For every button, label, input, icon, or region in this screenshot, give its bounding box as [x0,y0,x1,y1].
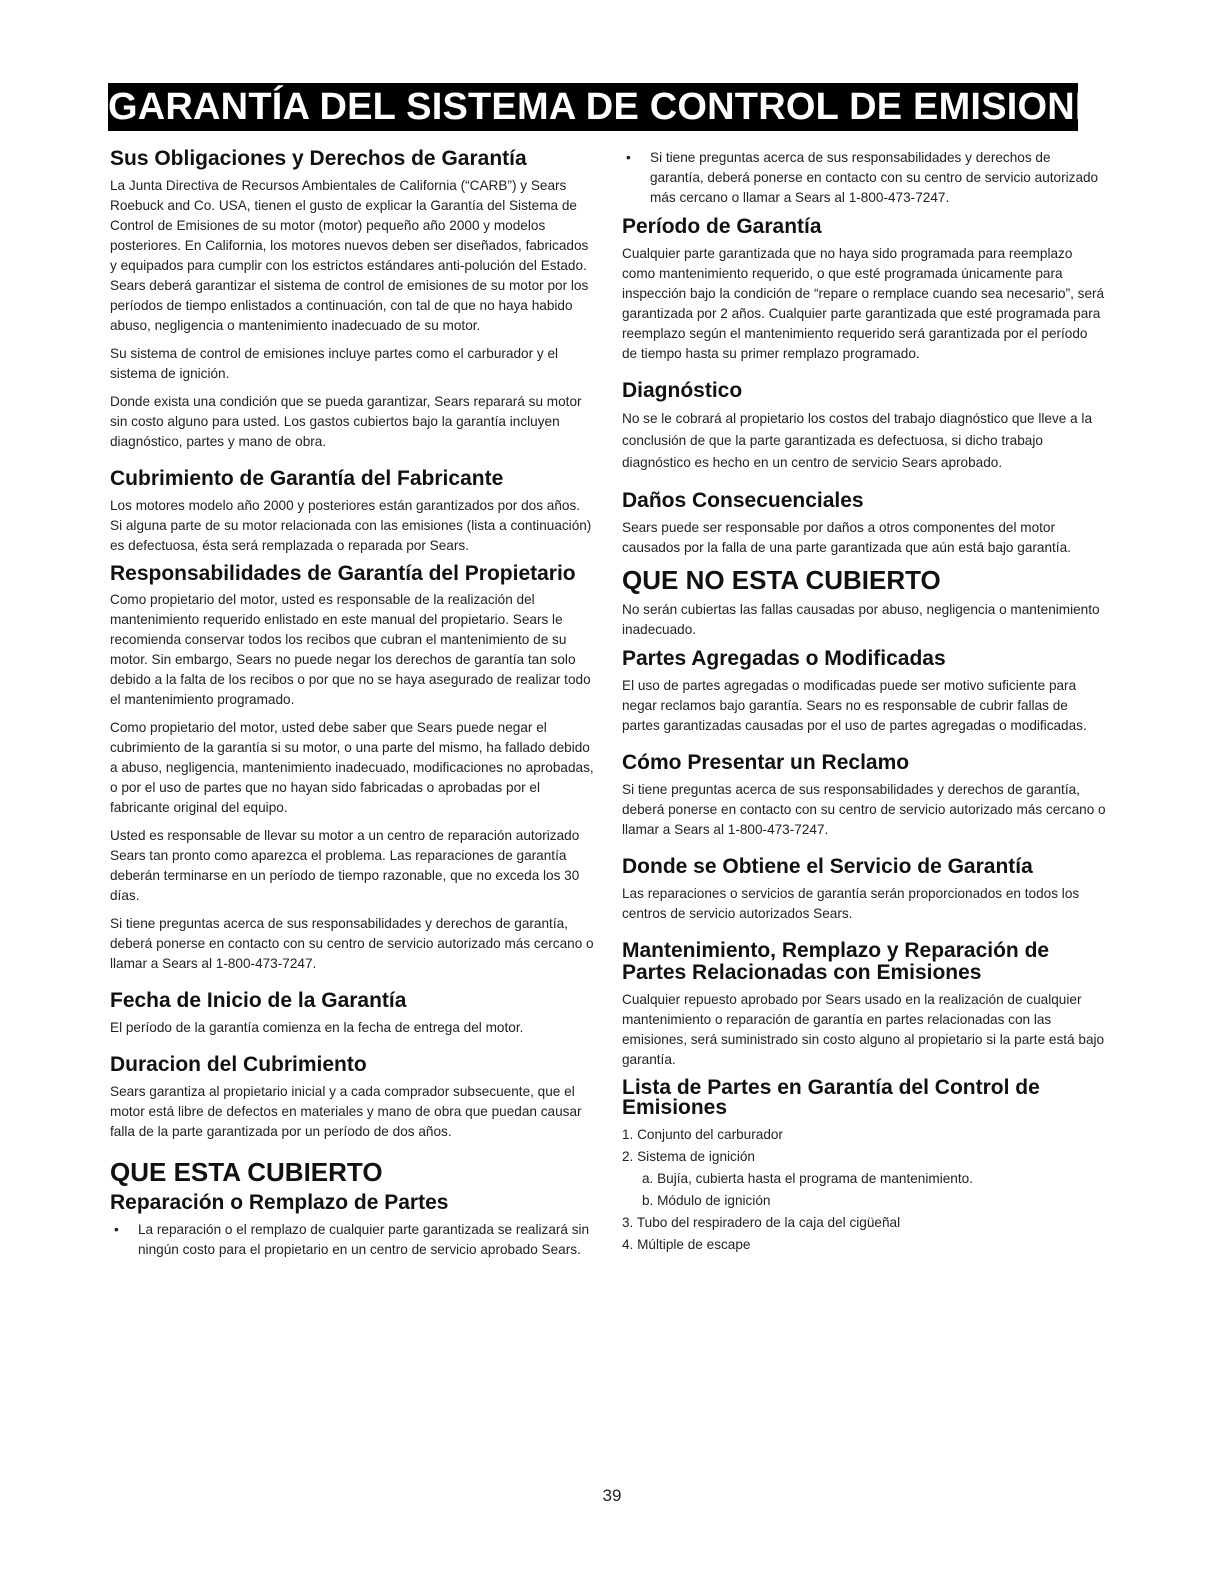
heading-diagnostico: Diagnóstico [622,379,743,402]
heading-periodo-garantia: Período de Garantía [622,215,822,238]
heading-que-esta-cubierto: QUE ESTA CUBIERTO [110,1157,383,1187]
bullet-item [622,148,1106,208]
list-item: 2. Sistema de ignición [622,1149,755,1164]
heading-danos-consecuenciales: Daños Consecuenciales [622,489,864,512]
paragraph: El período de la garantía comienza en la fecha de entrega del motor. [110,1020,524,1035]
paragraph: Como propietario del motor, usted es responsable de la realización del mantenimiento requerido enlistado en este manual del propietario. Sears le recomienda conservar todos los recibos que cubran el mantenimiento de su motor. Sin embargo, Sears no puede negar los derechos de garantía tan solo debido a la falta de los recibos o por que no se haya asegurado de realizar todo el mantenimiento programado. [110,592,591,707]
bullet-icon: • [626,150,631,165]
heading-fecha-inicio: Fecha de Inicio de la Garantía [110,989,407,1012]
heading-responsabilidades: Responsabilidades de Garantía del Propietario [110,562,576,585]
heading-partes-agregadas: Partes Agregadas o Modificadas [622,647,946,670]
right-column [622,148,1106,1256]
bullet-text: Si tiene preguntas acerca de sus responsabilidades y derechos de garantía, deberá ponerse en contacto con su centro de servicio autorizado más cercano o llamar a Sears al 1-800-473-7247. [650,150,1099,205]
page-title: GARANTÍA DEL SISTEMA DE CONTROL DE EMISIONES [108,83,1078,131]
bullet-item [110,1220,594,1260]
list-item: 1. Conjunto del carburador [622,1127,783,1142]
heading-que-no-esta-cubierto: QUE NO ESTA CUBIERTO [622,565,941,595]
paragraph: Los motores modelo año 2000 y posteriores están garantizados por dos años. Si alguna parte de su motor relacionada con las emisiones (lista a continuación) es defectuosa, ésta será remplazada o reparada por Sears. [110,498,592,553]
paragraph: Sears garantiza al propietario inicial y a cada comprador subsecuente, que el motor está libre de defectos en materiales y mano de obra que puedan causar falla de la parte garantizada por un período de dos años. [110,1084,582,1139]
list-item: a. Bujía, cubierta hasta el programa de mantenimiento. [642,1171,973,1186]
paragraph: No serán cubiertas las fallas causadas por abuso, negligencia o mantenimiento inadecuado. [622,602,1100,637]
paragraph: Donde exista una condición que se pueda garantizar, Sears reparará su motor sin costo alguno para usted. Los gastos cubiertos bajo la garantía incluyen diagnóstico, partes y mano de obra. [110,394,582,449]
paragraph: Usted es responsable de llevar su motor a un centro de reparación autorizado Sears tan pronto como aparezca el problema. Las reparaciones de garantía deberán terminarse en un período de tiempo razonable, que no exceda los 30 días. [110,828,580,903]
parts-list [622,1124,1106,1256]
heading-como-presentar: Cómo Presentar un Reclamo [622,751,910,774]
heading-obligaciones: Sus Obligaciones y Derechos de Garantía [110,147,527,170]
list-item: b. Módulo de ignición [642,1193,771,1208]
bullet-icon: • [114,1222,119,1237]
paragraph: Sears puede ser responsable por daños a otros componentes del motor causados por la falla de una parte garantizada que aún está bajo garantía. [622,520,1071,555]
paragraph: Si tiene preguntas acerca de sus responsabilidades y derechos de garantía, deberá ponerse en contacto con su centro de servicio autorizado más cercano o llamar a Sears al 1-800-473-7247. [622,782,1106,837]
heading-mantenimiento: Mantenimiento, Remplazo y Reparación de Partes Relacionadas con Emisiones [622,939,1050,984]
heading-donde-servicio: Donde se Obtiene el Servicio de Garantía [622,855,1033,878]
page-number: 39 [602,1486,622,1505]
paragraph: Su sistema de control de emisiones incluye partes como el carburador y el sistema de ignición. [110,346,559,381]
left-column [110,148,594,1268]
heading-reparacion-remplazo: Reparación o Remplazo de Partes [110,1191,449,1214]
paragraph: Como propietario del motor, usted debe saber que Sears puede negar el cubrimiento de la garantía si su motor, o una parte del mismo, ha fallado debido a abuso, negligencia, mantenimiento inadecuado, modificaciones no aprobadas, o por el uso de partes que no hayan sido fabricadas o aprobadas por el fabricante original del equipo. [110,720,594,815]
paragraph: Las reparaciones o servicios de garantía serán proporcionados en todos los centros de servicio autorizados Sears. [622,886,1080,921]
heading-lista-partes: Lista de Partes en Garantía del Control de Emisiones [622,1076,1040,1119]
paragraph: Cualquier repuesto aprobado por Sears usado en la realización de cualquier mantenimiento o reparación de garantía en partes relacionadas con las emisiones, será suministrado sin costo alguno al propietario si la parte está bajo garantía. [622,992,1105,1067]
paragraph: Si tiene preguntas acerca de sus responsabilidades y derechos de garantía, deberá ponerse en contacto con su centro de servicio autorizado más cercano o llamar a Sears al 1-800-473-7247. [110,916,594,971]
bullet-text: La reparación o el remplazo de cualquier parte garantizada se realizará sin ningún costo para el propietario en un centro de servicio aprobado Sears. [138,1222,590,1257]
paragraph: Cualquier parte garantizada que no haya sido programada para reemplazo como mantenimiento requerido, o que esté programada únicamente para inspección bajo la condición de “repare o remplace cuando sea necesario”, será garantizada por 2 años. Cualquier parte garantizada que esté programada para reemplazo según el mantenimiento requerido será garantizada por el período de tiempo hasta su primer remplazo programado. [622,246,1105,361]
heading-duracion: Duracion del Cubrimiento [110,1053,367,1076]
paragraph: No se le cobrará al propietario los costos del trabajo diagnóstico que lleve a la conclusión de que la parte garantizada es defectuosa, si dicho trabajo diagnóstico es hecho en un centro de servicio Sears aprobado. [622,411,1093,470]
list-item: 3. Tubo del respiradero de la caja del cigüeñal [622,1215,901,1230]
list-item: 4. Múltiple de escape [622,1237,751,1252]
heading-cubrimiento-fabricante: Cubrimiento de Garantía del Fabricante [110,467,504,490]
paragraph: La Junta Directiva de Recursos Ambientales de California (“CARB”) y Sears Roebuck and Co. USA, tienen el gusto de explicar la Garantía del Sistema de Control de Emisiones de su motor (motor) pequeño año 2000 y modelos posteriores. En California, los motores nuevos deben ser diseñados, fabricados y equipados para cumplir con los estrictos estándares anti-polución del Estado. Sears deberá garantizar el sistema de control de emisiones de su motor por los períodos de tiempo enlistados a continuación, con tal de que no haya habido abuso, negligencia o mantenimiento inadecuado de su motor. [110,178,589,333]
paragraph: El uso de partes agregadas o modificadas puede ser motivo suficiente para negar reclamos bajo garantía. Sears no es responsable de cubrir fallas de partes garantizadas causadas por el uso de partes agregadas o modificadas. [622,678,1087,733]
